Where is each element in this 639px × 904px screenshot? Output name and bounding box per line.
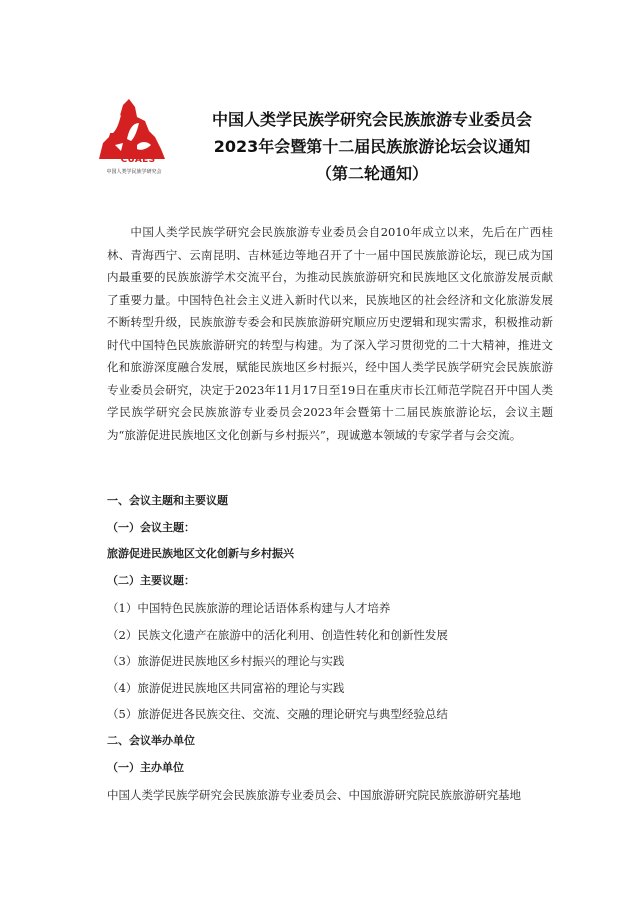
topic-item: （2）民族文化遗产在旅游中的活化利用、创造性转化和创新性发展 [107,628,448,642]
topic-item: （5）旅游促进各民族交往、交流、交融的理论研究与典型经验总结 [107,707,448,721]
topic-item: （3）旅游促进民族地区乡村振兴的理论与实践 [107,654,345,668]
host-organizations: 中国人类学民族学研究会民族旅游专业委员会、中国旅游研究院民族旅游研究基地 [107,788,521,802]
section-2-heading: 二、会议举办单位 [107,734,195,747]
notice-title-line-1: 中国人类学民族学研究会民族旅游专业委员会 [211,110,532,129]
topic-item: （1）中国特色民族旅游的理论话语体系构建与人才培养 [107,601,391,615]
conference-theme: 旅游促进民族地区文化创新与乡村振兴 [107,547,294,560]
notice-title-line-2: 2023年会暨第十二届民族旅游论坛会议通知 [213,137,531,156]
intro-text: 中国人类学民族学研究会民族旅游专业委员会自2010年成立以来，先后在广西桂林、青海西宁、云南昆明、吉林延边等地召开了十一届中国民族旅游论坛，现已成为国内最重要的民族旅游学术交流平台，为推动民族旅游研究和民族地区文化旅游发展贡献了重要力量。中国特色社会主义进入新时代以来，民族地区的社会经济和文化旅游发展不断转型升级，民族旅游专委会和民族旅游研究顺应历史逻辑和现实需求，积极推动新时代中国特色民族旅游研究的转型与构建。为了深入学习贯彻党的二十大精神，推进文化和旅游深度融合发展，赋能民族地区乡村振兴，经中国人类学民族学研究会民族旅游专业委员会研究，决定于2023年11月17日至19日在重庆市长江师范学院召开中国人类学民族学研究会民族旅游专业委员会2023年会暨第十二届民族旅游论坛，会议主题为“旅游促进民族地区文化创新与乡村振兴”，现诚邀本领域的专家学者与会交流。 [107,225,553,442]
section-2-sub-host: （一）主办单位 [107,761,184,774]
section-1-sub-topics: （二）主要议题： [107,574,195,587]
section-1-sub-theme: （一）会议主题： [107,521,195,534]
cuaes-logo [93,93,175,185]
notice-title-line-3: （第二轮通知） [315,164,428,183]
logo-abbreviation: CUAES [120,155,156,165]
section-1-heading: 一、会议主题和主要议题 [107,494,228,507]
topic-item: （4）旅游促进民族地区共同富裕的理论与实践 [107,681,345,695]
intro-paragraph [107,221,553,446]
logo-org-name: 中国人类学民族学研究会 [106,169,162,175]
